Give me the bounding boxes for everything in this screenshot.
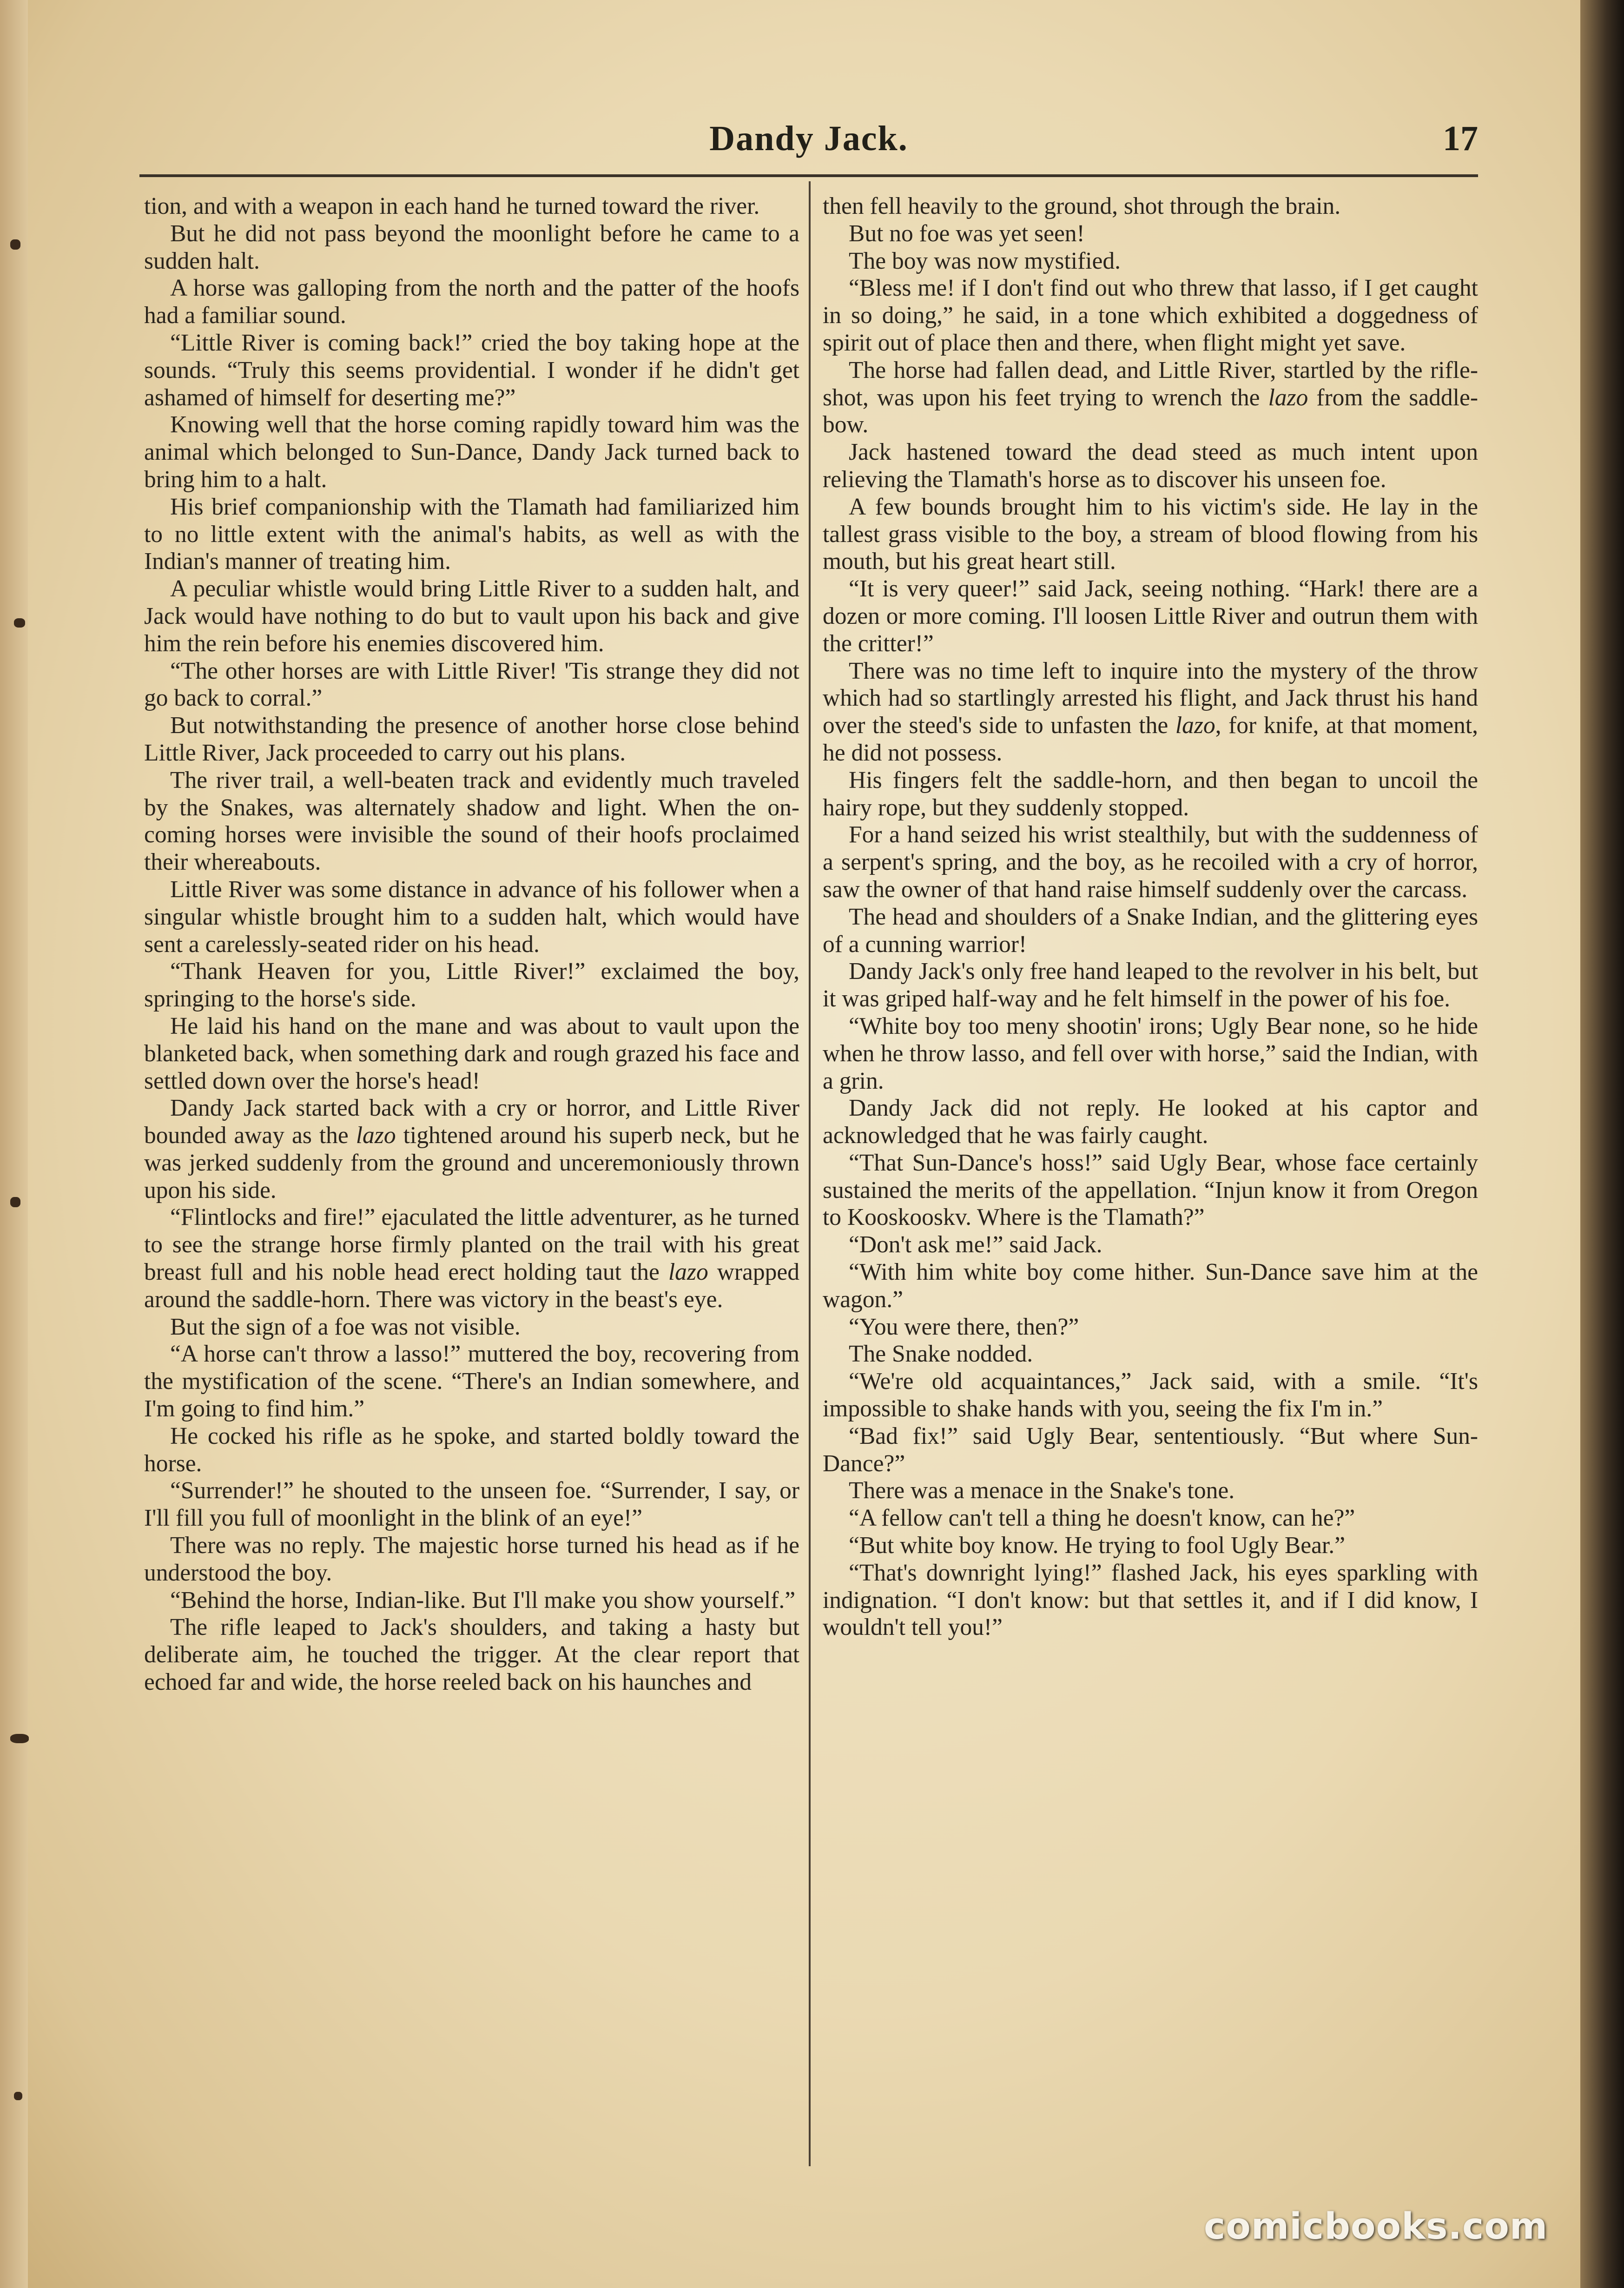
- paragraph: But notwithstanding the presence of another horse close behind Little River, Jack proceeded to carry out his plans.: [144, 712, 799, 766]
- paragraph: “Thank Heaven for you, Little River!” exclaimed the boy, springing to the horse's side.: [144, 958, 799, 1012]
- paragraph: “Bless me! if I don't find out who threw that lasso, if I get caught in so doing,” he said, in a tone which exhibited a doggedness of spirit out of place then and there, when flight might yet save.: [823, 275, 1478, 356]
- paragraph: “Surrender!” he shouted to the unseen foe. “Surrender, I say, or I'll fill you full of moonlight in the blink of an eye!”: [144, 1477, 799, 1532]
- paragraph: The head and shoulders of a Snake Indian, and the glittering eyes of a cunning warrior!: [823, 903, 1478, 958]
- paragraph: A peculiar whistle would bring Little River to a sudden halt, and Jack would have nothing to do but to vault upon his back and give him the rein before his enemies discovered him.: [144, 575, 799, 657]
- paragraph: “Little River is coming back!” cried the boy taking hope at the sounds. “Truly this seems providential. I wonder if he didn't get ashamed of himself for deserting me?”: [144, 329, 799, 411]
- paragraph: “Don't ask me!” said Jack.: [849, 1231, 1102, 1258]
- paragraph: “Flintlocks and fire!” ejaculated the little adventurer, as he turned to see the strange horse firmly planted on the trail with his great breast full and his noble head erect holding taut the lazo wrapped around the saddle-horn. There was victory in the beast's eye.: [144, 1204, 799, 1313]
- paragraph: “Bad fix!” said Ugly Bear, sententiously. “But where Sun-Dance?”: [823, 1422, 1478, 1477]
- paragraph: “White boy too meny shootin' irons; Ugly Bear none, so he hide when he throw lasso, and fell over with horse,” said the Indian, with a grin.: [823, 1012, 1478, 1094]
- watermark: comicbooks.com: [1204, 2206, 1548, 2248]
- page-number: 17: [1443, 119, 1478, 158]
- italic-word: lazo: [668, 1259, 708, 1286]
- binding-strip: [0, 0, 28, 2288]
- binding-mark: [10, 1197, 20, 1207]
- paragraph: “With him white boy come hither. Sun-Dance save him at the wagon.”: [823, 1259, 1478, 1313]
- binding-mark: [10, 1734, 29, 1743]
- binding-mark: [14, 618, 25, 628]
- italic-word: lazo: [1268, 384, 1308, 411]
- paragraph: There was a menace in the Snake's tone.: [849, 1477, 1235, 1504]
- paragraph: “That Sun-Dance's hoss!” said Ugly Bear, whose face certainly sustained the merits of the appellation. “Injun know it from Oregon to Kooskooskv. Where is the Tlamath?”: [823, 1149, 1478, 1231]
- paragraph: Dandy Jack started back with a cry or horror, and Little River bounded away as the lazo tightened around his superb neck, but he was jerked suddenly from the ground and unceremoniously thrown upon his side.: [144, 1095, 799, 1204]
- page-header: [139, 119, 1478, 170]
- paragraph: Jack hastened toward the dead steed as much intent upon relieving the Tlamath's horse as to discover his unseen foe.: [823, 439, 1478, 493]
- paragraph: Knowing well that the horse coming rapidly toward him was the animal which belonged to Sun-Dance, Dandy Jack turned back to bring him to a halt.: [144, 411, 799, 493]
- running-head: Dandy Jack.: [709, 119, 908, 158]
- paragraph: His brief companionship with the Tlamath had familiarized him to no little extent with the animal's habits, as well as with the Indian's manner of treating him.: [144, 493, 799, 575]
- paragraph: He cocked his rifle as he spoke, and started boldly toward the horse.: [144, 1422, 799, 1477]
- italic-word: lazo: [356, 1122, 396, 1149]
- paragraph: “It is very queer!” said Jack, seeing nothing. “Hark! there are a dozen or more coming. I'll loosen Little River and outrun them with the critter!”: [823, 575, 1478, 657]
- italic-word: lazo: [1175, 712, 1215, 739]
- right-column: [823, 193, 1478, 1641]
- column-divider: [809, 181, 811, 2166]
- paragraph: His fingers felt the saddle-horn, and then began to uncoil the hairy rope, but they suddenly stopped.: [823, 767, 1478, 821]
- paragraph: “The other horses are with Little River! 'Tis strange they did not go back to corral.”: [144, 657, 799, 712]
- paragraph: The rifle leaped to Jack's shoulders, and taking a hasty but deliberate aim, he touched the trigger. At the clear report that echoed far and wide, the horse reeled back on his haunches and: [144, 1614, 799, 1696]
- paragraph: A few bounds brought him to his victim's side. He lay in the tallest grass visible to the boy, a stream of blood flowing from his mouth, but his great heart still.: [823, 493, 1478, 575]
- paragraph: “A fellow can't tell a thing he doesn't know, can he?”: [849, 1505, 1355, 1532]
- paragraph: The river trail, a well-beaten track and evidently much traveled by the Snakes, was alternately shadow and light. When the on-coming horses were invisible the sound of their hoofs proclaimed their whereabouts.: [144, 767, 799, 876]
- paragraph: “A horse can't throw a lasso!” muttered the boy, recovering from the mystification of the scene. “There's an Indian somewhere, and I'm going to find him.”: [144, 1341, 799, 1422]
- paragraph: The horse had fallen dead, and Little River, startled by the rifle-shot, was upon his feet trying to wrench the lazo from the saddle-bow.: [823, 357, 1478, 438]
- paragraph: The boy was now mystified.: [849, 247, 1121, 274]
- left-column: [144, 193, 799, 1696]
- paragraph: “We're old acquaintances,” Jack said, with a smile. “It's impossible to shake hands with you, seeing the fix I'm in.”: [823, 1368, 1478, 1422]
- paragraph: A horse was galloping from the north and the patter of the hoofs had a familiar sound.: [144, 275, 799, 329]
- paragraph: But no foe was yet seen!: [849, 220, 1085, 247]
- paragraph: “Behind the horse, Indian-like. But I'll make you show yourself.”: [170, 1587, 796, 1614]
- paragraph: But the sign of a foe was not visible.: [170, 1313, 521, 1340]
- paragraph: “That's downright lying!” flashed Jack, his eyes sparkling with indignation. “I don't know: but that settles it, and if I did know, I wouldn't tell you!”: [823, 1559, 1478, 1641]
- paragraph: Little River was some distance in advance of his follower when a singular whistle brought him to a sudden halt, which would have sent a carelessly-seated rider on his head.: [144, 876, 799, 958]
- paragraph: He laid his hand on the mane and was about to vault upon the blanketed back, when something dark and rough grazed his face and settled down over the horse's head!: [144, 1012, 799, 1094]
- paragraph: tion, and with a weapon in each hand he turned toward the river.: [144, 193, 760, 219]
- binding-mark: [14, 2092, 22, 2100]
- paragraph: There was no reply. The majestic horse turned his head as if he understood the boy.: [144, 1532, 799, 1586]
- header-rule: [139, 174, 1478, 177]
- paragraph: There was no time left to inquire into the mystery of the throw which had so startlingly arrested his flight, and Jack thrust his hand over the steed's side to unfasten the lazo, for knife, at that moment, he did not possess.: [823, 657, 1478, 766]
- paragraph: Dandy Jack did not reply. He looked at his captor and acknowledged that he was fairly caught.: [823, 1095, 1478, 1149]
- paragraph: then fell heavily to the ground, shot through the brain.: [823, 193, 1341, 219]
- paragraph: For a hand seized his wrist stealthily, but with the suddenness of a serpent's spring, and the boy, as he recoiled with a cry of horror, saw the owner of that hand raise himself suddenly over the carcass.: [823, 821, 1478, 903]
- page-edge-shadow: [1580, 0, 1624, 2288]
- paragraph: “You were there, then?”: [849, 1313, 1079, 1340]
- paragraph: But he did not pass beyond the moonlight before he came to a sudden halt.: [144, 220, 799, 274]
- binding-mark: [10, 239, 20, 250]
- paragraph: Dandy Jack's only free hand leaped to the revolver in his belt, but it was griped half-way and he felt himself in the power of his foe.: [823, 958, 1478, 1012]
- paragraph: “But white boy know. He trying to fool Ugly Bear.”: [849, 1532, 1345, 1559]
- paragraph: The Snake nodded.: [849, 1341, 1033, 1368]
